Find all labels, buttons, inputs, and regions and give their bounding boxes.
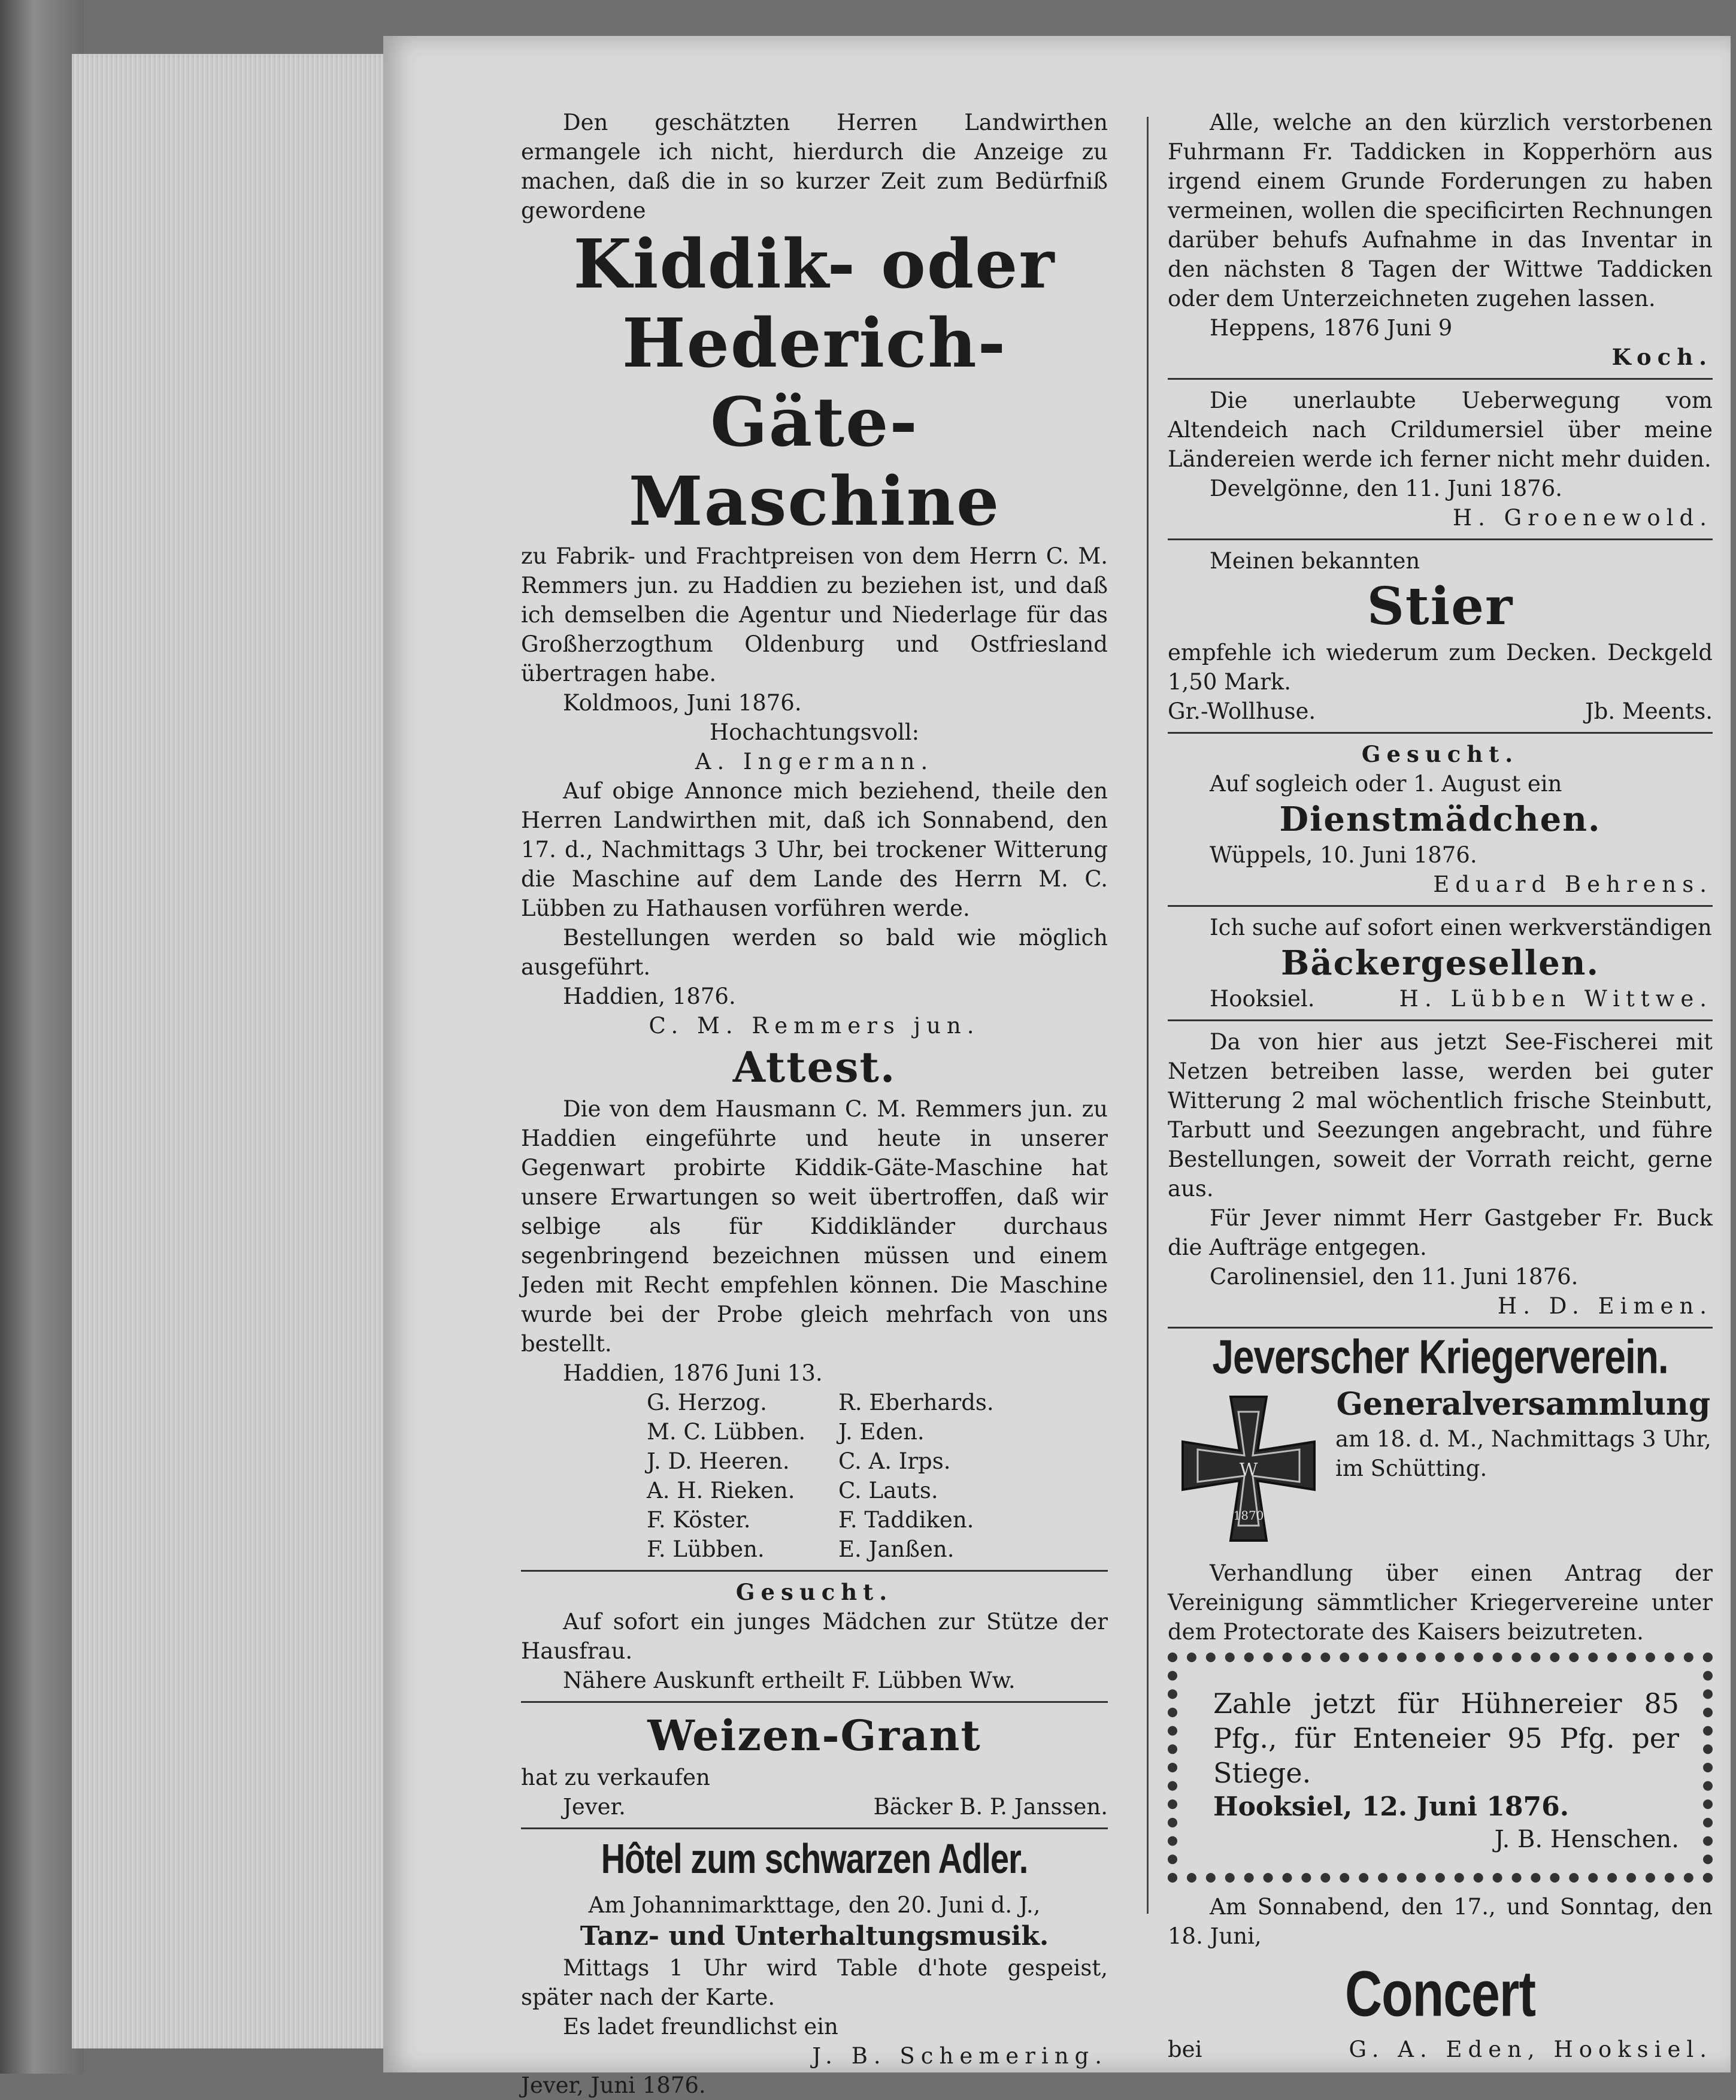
ad-intro: Den geschätzten Herren Landwirthen ermangele ich nicht, hierdurch die Anzeige zu machen, daß die in so kurzer Zeit zum Bedürfniß gewordene [521,110,1108,223]
stier-body: empfehle ich wiederum zum Decken. Deckgeld 1,50 Mark. [1168,640,1713,695]
notice-2-place: Develgönne, den 11. Juni 1876. [1210,476,1563,501]
ad-body: zu Fabrik- und Frachtpreisen von dem Herrn C. M. Remmers jun. zu Haddien zu beziehen ist, und daß ich demselben die Agentur und Niederlage für das Großherzogthum Oldenburg und Ostfriesland übertragen habe. [521,543,1108,686]
attest-signer: J. D. Heeren. [647,1448,790,1474]
attest-signer: J. Eden. [838,1419,925,1445]
attest-signer: A. H. Rieken. [647,1478,795,1503]
attest-signer: C. A. Irps. [838,1448,951,1474]
krieger-sub: Generalversammlung [1336,1386,1711,1423]
attest-signer: M. C. Lübben. [647,1419,806,1445]
notice-2-body: Die unerlaubte Ueberwegung vom Altendeich nach Crildumersiel über meine Ländereien werde ich ferner nicht mehr duiden. [1168,388,1713,472]
fisch-signer: H. D. Eimen. [1497,1293,1713,1319]
ad-place-2: Haddien, 1876. [563,984,736,1009]
hotel-place: Jever, Juni 1876. [521,2072,706,2098]
weizen-signer: Bäcker B. P. Janssen. [873,1794,1108,1820]
attest-body: Die von dem Hausmann C. M. Remmers jun. zu Haddien eingeführte und heute in unserer Gegenwart probirte Kiddik-Gäte-Maschine hat unsere Erwartungen so weit übertroffen, daß wir selbige als für Kiddikländer durchaus segenbringend bezeichnen müssen und einem Jeden mit Recht empfehlen können. Die Maschine wurde bei der Probe gleich mehrfach von uns bestellt. [521,1096,1108,1357]
fisch-body-2: Für Jever nimmt Herr Gastgeber Fr. Buck die Aufträge entgegen. [1168,1205,1713,1260]
stier-title: Stier [1367,576,1514,637]
notice-1-place: Heppens, 1876 Juni 9 [1210,315,1453,341]
baecker-line: Ich suche auf sofort einen werkverständigen [1210,915,1712,940]
concert-signer: G. A. Eden, Hooksiel. [1349,2037,1713,2062]
iron-cross-icon [1168,1385,1329,1559]
concert-bei: bei [1168,2037,1202,2062]
stier-sign-row [1168,697,1713,726]
gesucht-title: Gesucht. [1361,741,1519,767]
attest-signer: R. Eberhards. [838,1390,994,1415]
fisch-place: Carolinensiel, den 11. Juni 1876. [1210,1264,1579,1290]
attest-signers [647,1388,1030,1564]
page-stack [72,54,386,2048]
ad-title-line-2: Hederich-Gäte- [622,304,1007,462]
notice-1-body: Alle, welche an den kürzlich verstorbenen Fuhrmann Fr. Taddicken in Kopperhörn aus irgend einem Grunde Forderungen zu haben vermeinen, wollen die specificirten Rechnungen darüber behufs Aufnahme in das Inventar in den nächsten 8 Tagen der Wittwe Taddicken oder dem Unterzeichneten zugehen lassen. [1168,110,1713,311]
attest-signer: G. Herzog. [647,1390,767,1415]
weizen-title: Weizen-Grant [647,1711,981,1760]
krieger-body: Verhandlung über einen Antrag der Vereinigung sämmtlicher Kriegervereine unter dem Protectorate des Kaisers beizutreten. [1168,1560,1713,1645]
ad-title-line-3: Maschine [628,462,1001,541]
ad-body-3: Bestellungen werden so bald wie möglich ausgeführt. [521,925,1108,980]
gesucht-signer: Eduard Behrens. [1433,872,1713,897]
divider [1168,378,1713,380]
concert-sign-row [1168,2035,1713,2064]
stier-place: Gr.-Wollhuse. [1168,698,1316,724]
left-column [521,108,1108,2100]
attest-title: Attest. [732,1042,896,1092]
divider [521,1570,1108,1572]
gesucht-place: Wüppels, 10. Juni 1876. [1210,842,1477,868]
cross-letter: W [1239,1460,1258,1481]
krieger-line-1: am 18. d. M., Nachmittags 3 Uhr, [1335,1426,1711,1452]
weizen-body: hat zu verkaufen [521,1765,710,1790]
ad-body-2: Auf obige Annonce mich beziehend, theile den Herren Landwirthen mit, daß ich Sonnabend, den 17. d., Nachmittags 3 Uhr, bei trockener Witterung die Maschine auf dem Lande des Herrn M. C. Lübben zu Hathausen vorführen werde. [521,778,1108,921]
gesucht-title: Gesucht. [735,1579,893,1605]
gesucht-body: Auf sofort ein junges Mädchen zur Stütze der Hausfrau. [521,1609,1108,1664]
baecker-item: Bäckergesellen. [1281,943,1599,983]
ad-signer-2: C. M. Remmers jun. [649,1013,980,1039]
baecker-signer: H. Lübben Wittwe. [1399,986,1713,1012]
eier-signer: J. B. Henschen. [1494,1826,1679,1853]
divider [521,1701,1108,1703]
book-spine-edge [0,0,84,2074]
eier-body: Zahle jetzt für Hühnereier 85 Pfg., für Enteneier 95 Pfg. per Stiege. [1213,1687,1679,1789]
divider [1168,1019,1713,1021]
hotel-line-2: Tanz- und Unterhaltungsmusik. [580,1921,1049,1951]
gesucht-line: Auf sogleich oder 1. August ein [1210,771,1562,797]
divider [1168,732,1713,734]
weizen-place: Jever. [563,1794,626,1820]
krieger-block [1168,1385,1713,1559]
ad-place: Koldmoos, Juni 1876. [563,690,802,716]
hotel-body: Mittags 1 Uhr wird Table d'hote gespeist, später nach der Karte. [521,1955,1108,2010]
concert-line: Am Sonnabend, den 17., und Sonntag, den 18. Juni, [1168,1894,1713,1949]
gesucht-info: Nähere Auskunft ertheilt F. Lübben Ww. [563,1668,1016,1693]
cross-year: 1870 [1233,1508,1264,1523]
divider [521,1827,1108,1829]
attest-signer: F. Taddiken. [838,1507,974,1533]
column-divider [1147,117,1149,1914]
attest-signer: C. Lauts. [838,1478,938,1503]
hotel-line-1: Am Johannimarkttage, den 20. Juni d. J., [588,1892,1041,1918]
notice-2-signer: H. Groenewold. [1452,505,1713,531]
attest-signer: E. Janßen. [838,1536,955,1562]
gesucht-item: Dienstmädchen. [1279,800,1601,839]
eier-ad [1168,1653,1713,1883]
hotel-signer: J. B. Schemering. [812,2043,1108,2069]
attest-place: Haddien, 1876 Juni 13. [563,1360,823,1386]
baecker-place: Hooksiel. [1210,986,1315,1012]
baecker-sign-row [1168,984,1713,1013]
eier-place: Hooksiel, 12. Juni 1876. [1213,1792,1570,1822]
krieger-line-2: im Schütting. [1335,1456,1487,1481]
ad-title-line-1: Kiddik- oder [573,225,1056,304]
concert-title: Concert [1345,1958,1535,2030]
fisch-body: Da von hier aus jetzt See-Fischerei mit Netzen betreiben lasse, werden bei guter Witterung 2 mal wöchentlich frische Steinbutt, Tarbutt und Seezungen angebracht, und führe Bestellungen, soweit der Vorrath reicht, gerne aus. [1168,1029,1713,1202]
right-column [1168,108,1713,2064]
stier-signer: Jb. Meents. [1584,698,1713,724]
weizen-sign-row [521,1792,1108,1821]
stier-intro: Meinen bekannten [1210,548,1420,574]
hotel-title: Hôtel zum schwarzen Adler. [601,1835,1028,1882]
divider [1168,538,1713,540]
krieger-title: Jeverscher Kriegerverein. [1212,1330,1668,1384]
attest-signer: F. Lübben. [647,1536,765,1562]
divider [1168,1327,1713,1329]
ad-greeting: Hochachtungsvoll: [709,719,920,745]
krieger-text [1335,1385,1711,1559]
notice-1-signer: Koch. [1611,344,1713,370]
divider [1168,905,1713,907]
ad-signer: A. Ingermann. [695,749,934,774]
attest-signer: F. Köster. [647,1507,751,1533]
hotel-invite: Es ladet freundlichst ein [563,2014,838,2040]
